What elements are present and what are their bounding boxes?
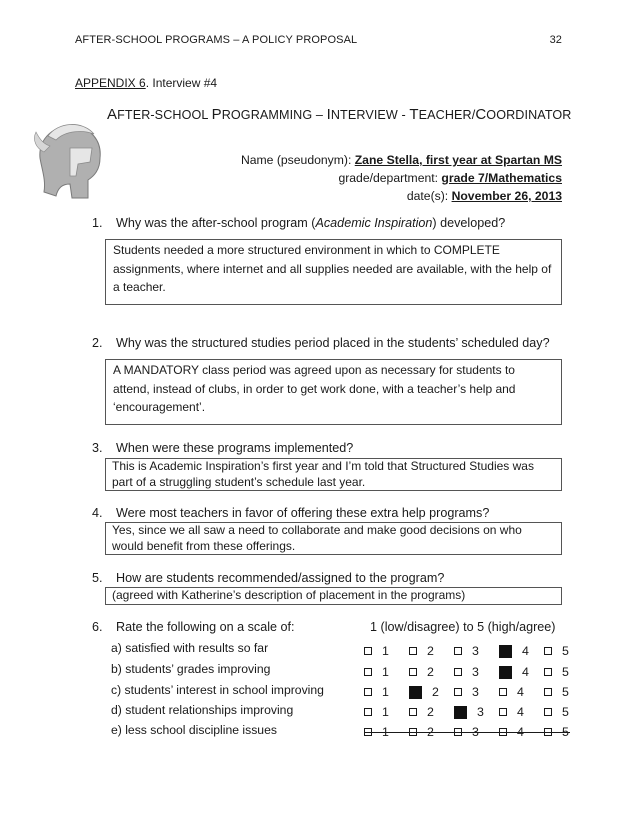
answer-3: This is Academic Inspiration’s first year and I’m told that Structured Studies was part of a struggling student’s schedule last year. xyxy=(105,458,562,491)
appendix-line xyxy=(75,76,217,90)
rating-option-4[interactable] xyxy=(499,704,524,720)
empty-square-icon xyxy=(364,688,372,696)
question-5: 5. How are students recommended/assigned to the program? xyxy=(92,571,445,585)
rating-option-number: 1 xyxy=(382,685,389,699)
strikethrough-line xyxy=(364,732,570,733)
rating-option-1[interactable] xyxy=(364,684,389,700)
name-value: Zane Stella, first year at Spartan MS xyxy=(354,153,562,167)
rating-option-number: 2 xyxy=(432,685,439,699)
filled-square-icon xyxy=(454,706,467,719)
empty-square-icon xyxy=(544,668,552,676)
empty-square-icon xyxy=(454,688,462,696)
date-value: November 26, 2013 xyxy=(451,189,562,203)
rating-option-number: 4 xyxy=(517,705,524,719)
question-6: 6. Rate the following on a scale of: xyxy=(92,620,295,634)
empty-square-icon xyxy=(364,668,372,676)
answer-2: A MANDATORY class period was agreed upon as necessary for students to attend, instead of clubs, in order to get work done, with a teacher’s help and ‘encouragement’. xyxy=(105,359,562,425)
rating-option-4[interactable] xyxy=(499,684,524,700)
name-field: Name (pseudonym): Zane Stella, first year at Spartan MS xyxy=(240,153,562,167)
scale-title: 1 (low/disagree) to 5 (high/agree) xyxy=(370,620,556,634)
rating-option-5[interactable] xyxy=(544,684,569,700)
empty-square-icon xyxy=(364,647,372,655)
spartan-helmet-icon xyxy=(30,118,110,208)
rating-option-number: 2 xyxy=(427,705,434,719)
rating-options-d xyxy=(364,704,570,720)
rating-option-number: 4 xyxy=(522,665,529,679)
rating-option-3[interactable] xyxy=(454,684,479,700)
empty-square-icon xyxy=(364,708,372,716)
rating-label-a: a) satisfied with results so far xyxy=(111,641,269,655)
question-1: 1. Why was the after-school program (Academic Inspiration) developed? xyxy=(92,216,506,230)
rating-option-2[interactable] xyxy=(409,664,434,680)
rating-options-c xyxy=(364,684,570,700)
rating-option-number: 4 xyxy=(522,644,529,658)
rating-options-b xyxy=(364,664,570,680)
rating-option-5[interactable] xyxy=(544,664,569,680)
rating-option-number: 5 xyxy=(562,665,569,679)
rating-options-e xyxy=(364,724,570,740)
appendix-rest: . Interview #4 xyxy=(145,76,218,90)
rating-option-2[interactable] xyxy=(409,684,439,700)
rating-options-a xyxy=(364,643,570,659)
rating-option-number: 5 xyxy=(562,685,569,699)
question-4: 4. Were most teachers in favor of offering these extra help programs? xyxy=(92,506,490,520)
question-2: 2. Why was the structured studies period placed in the students’ scheduled day? xyxy=(92,336,550,350)
empty-square-icon xyxy=(544,688,552,696)
appendix-label: APPENDIX 6 xyxy=(75,76,146,90)
rating-option-3[interactable] xyxy=(454,704,484,720)
answer-4: Yes, since we all saw a need to collaborate and make good decisions on who would benefit from these offerings. xyxy=(105,522,562,555)
rating-label-d: d) student relationships improving xyxy=(111,703,294,717)
rating-option-1[interactable] xyxy=(364,643,389,659)
running-header: AFTER-SCHOOL PROGRAMS – A POLICY PROPOSAL xyxy=(75,34,358,46)
rating-option-number: 3 xyxy=(477,705,484,719)
rating-option-number: 2 xyxy=(427,665,434,679)
grade-field: grade/department: grade 7/Mathematics xyxy=(338,171,562,185)
rating-label-c: c) students’ interest in school improving xyxy=(111,683,324,697)
rating-option-5[interactable] xyxy=(544,704,569,720)
answer-1: Students needed a more structured environment in which to COMPLETE assignments, where internet and all supplies needed are available, with the help of a teacher. xyxy=(105,239,562,305)
rating-option-number: 3 xyxy=(472,685,479,699)
date-field: date(s): November 26, 2013 xyxy=(406,189,562,203)
page-number: 32 xyxy=(549,34,562,46)
rating-option-number: 5 xyxy=(562,644,569,658)
empty-square-icon xyxy=(499,688,507,696)
rating-option-5[interactable] xyxy=(544,643,569,659)
empty-square-icon xyxy=(409,668,417,676)
empty-square-icon xyxy=(409,708,417,716)
rating-option-2[interactable] xyxy=(409,704,434,720)
rating-option-number: 5 xyxy=(562,705,569,719)
interview-title: AFTER-SCHOOL PROGRAMMING – INTERVIEW - TEACHER/COORDINATOR xyxy=(107,106,572,123)
rating-option-number: 4 xyxy=(517,685,524,699)
empty-square-icon xyxy=(499,708,507,716)
rating-option-2[interactable] xyxy=(409,643,434,659)
rating-option-number: 2 xyxy=(427,644,434,658)
empty-square-icon xyxy=(544,708,552,716)
filled-square-icon xyxy=(409,686,422,699)
filled-square-icon xyxy=(499,666,512,679)
rating-label-b: b) students’ grades improving xyxy=(111,662,271,676)
empty-square-icon xyxy=(454,647,462,655)
rating-option-number: 1 xyxy=(382,705,389,719)
rating-label-e: e) less school discipline issues xyxy=(111,723,277,737)
empty-square-icon xyxy=(454,668,462,676)
rating-option-number: 3 xyxy=(472,644,479,658)
empty-square-icon xyxy=(409,647,417,655)
rating-option-1[interactable] xyxy=(364,704,389,720)
rating-option-3[interactable] xyxy=(454,643,479,659)
question-3: 3. When were these programs implemented? xyxy=(92,441,354,455)
rating-option-1[interactable] xyxy=(364,664,389,680)
empty-square-icon xyxy=(544,647,552,655)
grade-value: grade 7/Mathematics xyxy=(441,171,562,185)
rating-option-number: 1 xyxy=(382,644,389,658)
rating-option-number: 3 xyxy=(472,665,479,679)
filled-square-icon xyxy=(499,645,512,658)
rating-option-3[interactable] xyxy=(454,664,479,680)
answer-5: (agreed with Katherine’s description of placement in the programs) xyxy=(105,587,562,605)
rating-option-4[interactable] xyxy=(499,643,529,659)
rating-option-number: 1 xyxy=(382,665,389,679)
rating-option-4[interactable] xyxy=(499,664,529,680)
